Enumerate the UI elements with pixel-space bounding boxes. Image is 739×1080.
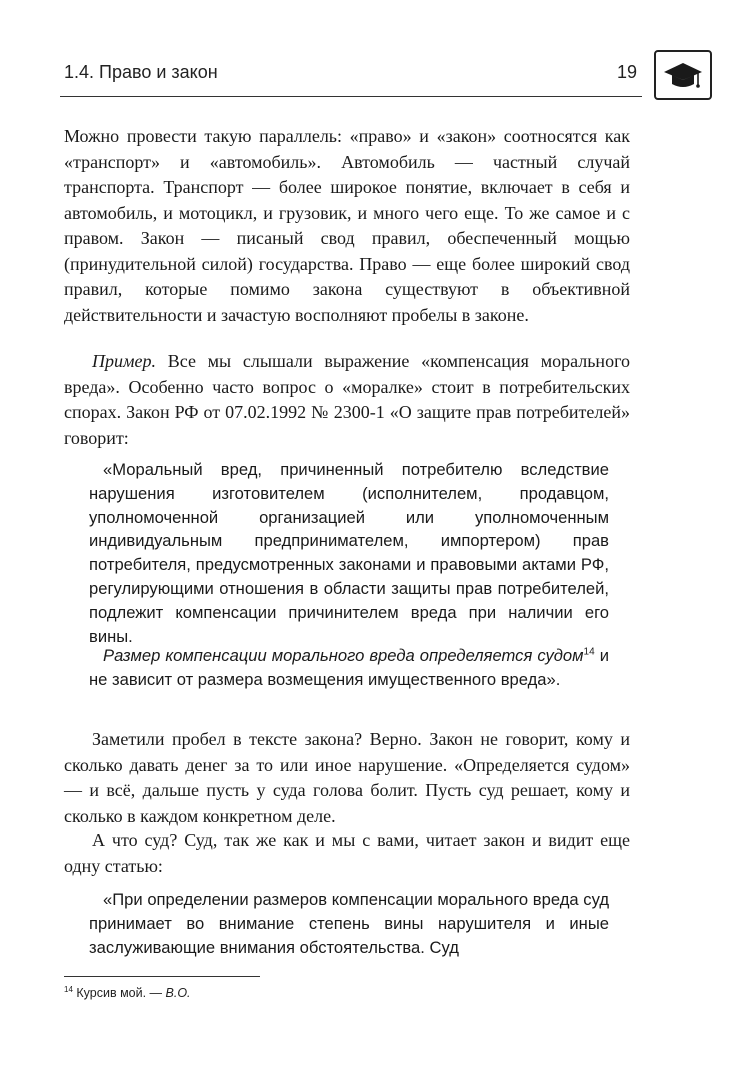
footnote-author: В.О. — [165, 986, 191, 1000]
footnote-ref: 14 — [583, 646, 595, 658]
graduation-cap-icon — [654, 50, 712, 100]
law-quote-1: «Моральный вред, причиненный потребителю вследствие нарушения изготовителем (исполнителем, продавцом, уполномоченной организацией или уполномоченным индивидуальным предпринимателем, импортером) прав потребителя, предусмотренных законами и правовыми актами РФ, регулирующими отношения в области защиты прав потребителей, подлежит компенсации причинителем вреда при наличии его вины. — [89, 460, 609, 646]
section-title: 1.4. Право и закон — [64, 62, 218, 82]
paragraph-2 — [64, 349, 630, 451]
law-quote-1-tail: и не зависит от размера возмещения имущественного вреда». — [89, 646, 609, 689]
paragraph-2-text: Все мы слышали выражение «компенсация морального вреда». Особенно часто вопрос о «моралке» стоит в потребительских спорах. Закон РФ от 07.02.1992 № 2300-1 «О защите прав потребителей» говорит: — [64, 351, 630, 448]
law-quote-1-continued — [89, 644, 609, 692]
footnote-rule — [64, 976, 260, 977]
page-number: 19 — [616, 62, 637, 82]
law-quote-2: «При определении размеров компенсации морального вреда суд принимает во внимание степень вины нарушителя и иные заслуживающие внимания обстоятельства. Суд — [89, 890, 609, 957]
paragraph-3: Заметили пробел в тексте закона? Верно. Закон не говорит, кому и сколько давать денег за то или иное нарушение. «Определяется судом» — и всё, дальше пусть у суда голова болит. Пусть суд решает, кому и сколько в каждом конкретном деле. — [64, 729, 630, 826]
footnote-number: 14 — [64, 984, 73, 994]
footnote-text: Курсив мой. — — [72, 986, 166, 1000]
paragraph-4: А что суд? Суд, так же как и мы с вами, читает закон и видит еще одну статью: — [64, 830, 630, 876]
footnote — [64, 986, 191, 1000]
paragraph-1: Можно провести такую параллель: «право» и «закон» соотносятся как «транспорт» и «автомобиль». Автомобиль — частный случай транспорта. Транспорт — более широкое понятие, включает в себя и автомобиль, и мотоцикл, и грузовик, и много чего еще. То же самое и с правом. Закон — писаный свод правил, обеспеченный мощью (принудительной силой) государства. Право — еще более широкий свод правил, которые помимо закона существуют в объективной действительности и зачастую восполняют пробелы в законе. — [64, 126, 630, 325]
graduation-cap-icon-glyph — [662, 60, 704, 92]
example-lead: Пример. — [92, 351, 156, 371]
header-rule — [60, 96, 642, 97]
italic-emphasis: Размер компенсации морального вреда определяется судом — [103, 646, 584, 665]
